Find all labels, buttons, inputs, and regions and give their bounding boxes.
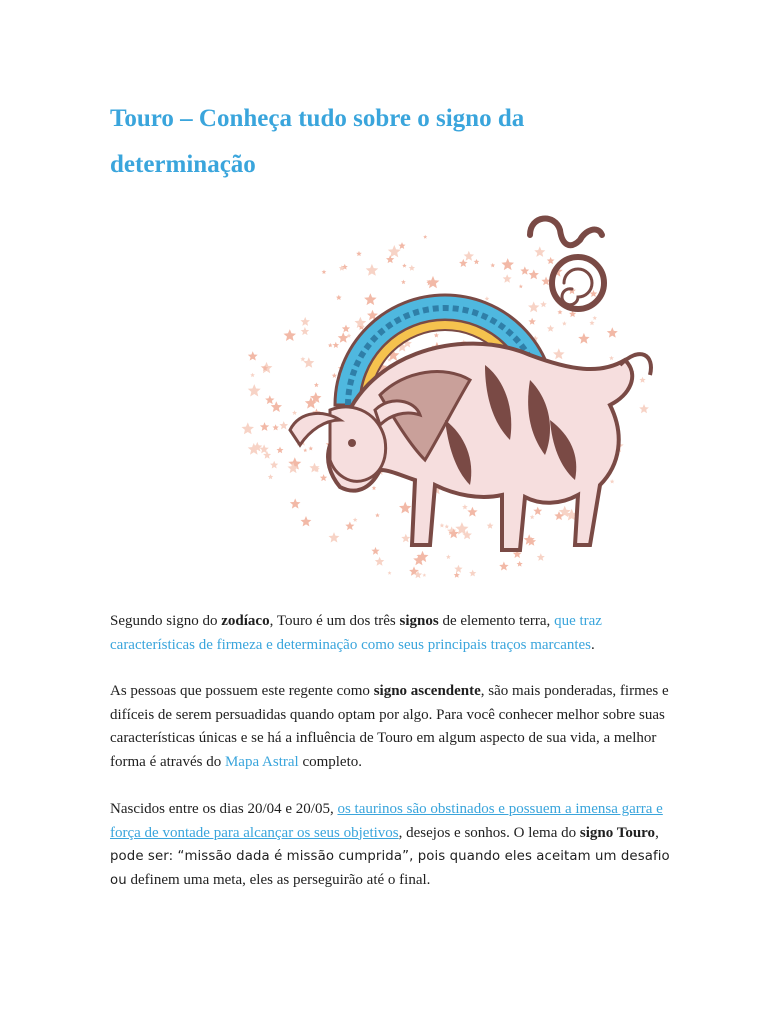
star-decoration: [434, 333, 439, 338]
star-decoration: [292, 410, 297, 415]
text: As pessoas que possuem este regente como: [110, 683, 374, 699]
star-decoration: [547, 325, 554, 332]
text: .: [591, 636, 595, 653]
star-decoration: [401, 280, 406, 285]
star-decoration: [333, 342, 340, 348]
text: , Touro é um dos três: [269, 613, 400, 629]
star-decoration: [270, 461, 278, 469]
star-decoration: [440, 523, 445, 528]
star-decoration: [422, 573, 426, 577]
text: , são mais ponderadas, firmes e difíceis de serem persuadidas quando optam por algo. Para você conhecer melhor sobre suas características únicas e se há a influência de Touro em algum aspecto de sua vida, a melhor forma é através do: [110, 683, 669, 770]
star-decoration: [474, 259, 480, 264]
star-decoration: [279, 421, 288, 429]
star-decoration: [467, 507, 477, 517]
star-decoration: [528, 318, 536, 325]
star-decoration: [528, 302, 539, 313]
star-decoration: [409, 265, 415, 271]
link-caracteristicas[interactable]: que traz características de firmeza e determinação como seus principais traços marcantes: [110, 613, 602, 653]
star-decoration: [607, 327, 618, 337]
text: completo.: [298, 753, 363, 770]
star-decoration: [300, 357, 305, 362]
star-decoration: [268, 474, 273, 479]
star-decoration: [388, 571, 392, 575]
star-decoration: [553, 348, 565, 359]
star-decoration: [557, 310, 562, 315]
bold-signo-touro: signo Touro: [579, 824, 656, 841]
text-lema: pode ser: “missão dada é missão cumprida”, pois quando eles aceitam um desafio ou: [110, 849, 670, 888]
star-decoration: [609, 356, 614, 360]
star-decoration: [398, 242, 405, 249]
star-decoration: [401, 534, 410, 543]
star-decoration: [301, 327, 310, 335]
star-decoration: [423, 235, 427, 239]
star-decoration: [469, 570, 476, 577]
star-decoration: [248, 384, 261, 396]
star-decoration: [265, 395, 274, 404]
paragraph-zodiac: [110, 610, 670, 657]
star-decoration: [446, 555, 451, 560]
star-decoration: [290, 498, 301, 508]
star-decoration: [371, 547, 379, 555]
star-decoration: [402, 263, 406, 267]
star-decoration: [356, 251, 362, 256]
star-decoration: [364, 293, 377, 305]
star-decoration: [345, 522, 354, 531]
star-decoration: [490, 263, 495, 268]
star-decoration: [303, 357, 314, 368]
star-decoration: [589, 320, 594, 325]
star-decoration: [332, 373, 337, 378]
star-decoration: [562, 321, 567, 325]
star-decoration: [309, 446, 314, 450]
star-decoration: [329, 532, 340, 542]
star-decoration: [593, 316, 598, 320]
bold-signo-ascendente: signo ascendente: [373, 683, 481, 699]
star-decoration: [501, 258, 514, 270]
paragraph-ascendente: [110, 680, 670, 774]
star-decoration: [271, 401, 282, 412]
star-decoration: [519, 284, 523, 288]
star-decoration: [336, 295, 342, 300]
star-decoration: [338, 332, 349, 343]
star-decoration: [540, 301, 547, 307]
star-decoration: [547, 257, 555, 264]
star-decoration: [248, 351, 258, 360]
star-decoration: [639, 377, 645, 383]
star-decoration: [610, 479, 615, 483]
star-decoration: [485, 296, 490, 300]
star-decoration: [320, 474, 327, 481]
star-decoration: [314, 382, 319, 387]
star-decoration: [487, 522, 494, 528]
star-decoration: [372, 486, 377, 490]
star-decoration: [639, 404, 649, 413]
star-decoration: [445, 524, 449, 528]
star-decoration: [375, 557, 385, 566]
star-decoration: [272, 424, 278, 430]
star-decoration: [375, 513, 380, 517]
star-decoration: [464, 251, 474, 261]
star-decoration: [301, 516, 312, 526]
star-decoration: [263, 451, 271, 459]
bold-zodiaco: zodíaco: [221, 613, 270, 629]
star-decoration: [534, 246, 545, 257]
star-decoration: [284, 329, 297, 341]
taurus-illustration: [230, 205, 660, 595]
star-decoration: [529, 270, 539, 280]
star-decoration: [499, 562, 508, 571]
page-title: Touro – Conheça tudo sobre o signo da determinação: [110, 105, 525, 178]
bold-signos: signos: [399, 613, 439, 629]
star-decoration: [533, 507, 542, 515]
star-decoration: [242, 422, 255, 434]
star-decoration: [366, 264, 379, 276]
star-decoration: [322, 270, 327, 274]
text: Segundo signo do: [110, 613, 222, 629]
star-decoration: [454, 565, 462, 573]
taurus-bull-image: [230, 205, 660, 595]
text: , desejos e sonhos. O lema do: [398, 824, 580, 841]
star-decoration: [427, 276, 440, 288]
text: Nascidos entre os dias 20/04 e 20/05,: [110, 801, 338, 817]
star-decoration: [537, 553, 545, 561]
star-decoration: [454, 572, 460, 578]
star-decoration: [303, 448, 307, 452]
star-decoration: [399, 502, 411, 514]
star-decoration: [353, 517, 358, 522]
link-mapa-astral[interactable]: Mapa Astral: [224, 753, 299, 770]
star-decoration: [260, 422, 269, 431]
star-decoration: [530, 515, 535, 520]
text: definem uma meta, eles as perseguirão até o final.: [126, 871, 431, 888]
star-decoration: [388, 245, 401, 257]
star-decoration: [517, 561, 523, 567]
text: ,: [655, 824, 659, 841]
star-decoration: [520, 266, 529, 274]
star-decoration: [277, 447, 284, 454]
star-decoration: [342, 325, 350, 333]
paragraph-nascidos: [110, 798, 670, 892]
star-decoration: [386, 255, 394, 263]
text: de elemento terra,: [438, 613, 555, 629]
link-taurinos[interactable]: os taurinos são obstinados e possuem a imensa garra e força de vontade para alcançar os seus objetivos: [110, 801, 663, 841]
star-decoration: [328, 343, 333, 347]
star-decoration: [250, 373, 255, 377]
star-decoration: [301, 317, 310, 326]
star-decoration: [503, 274, 512, 283]
star-decoration: [578, 333, 589, 344]
star-decoration: [462, 504, 468, 509]
